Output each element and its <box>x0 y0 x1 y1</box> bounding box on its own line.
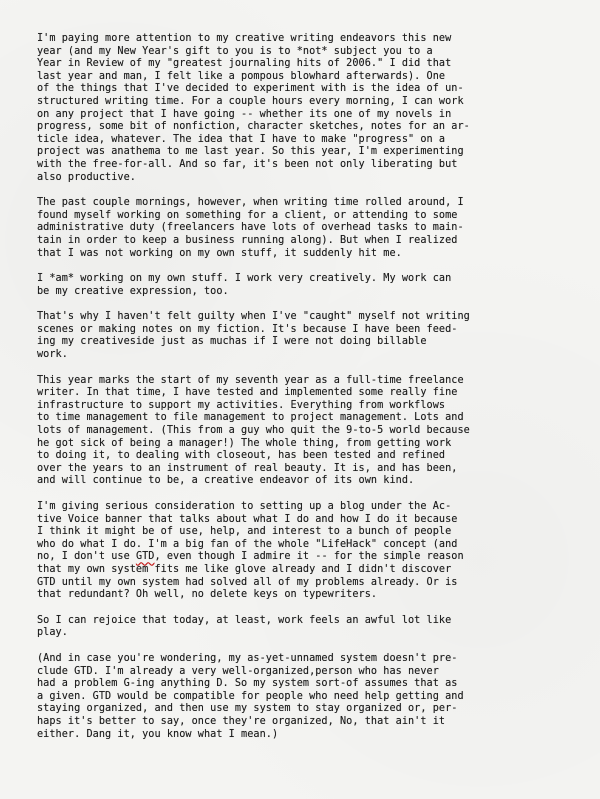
text-line: infrastructure to support my activities. Everything from workflows <box>37 399 446 411</box>
paragraph <box>37 33 586 184</box>
text-line: (And in case you're wondering, my as-yet-unnamed system doesn't pre- <box>37 652 458 664</box>
text-line: I think it might be of use, help, and interest to a bunch of people <box>37 526 452 538</box>
text-line: This year marks the start of my seventh year as a full-time freelance <box>37 374 464 386</box>
text-line: either. Dang it, you know what I mean.) <box>37 728 279 740</box>
text-line: over the years to an instrument of real beauty. It is, and has been, <box>37 462 458 474</box>
text-line: on any project that I have going -- whether its one of my novels in <box>37 108 452 120</box>
text-line: be my creative expression, too. <box>37 285 229 297</box>
text-line: The past couple mornings, however, when writing time rolled around, I <box>37 197 464 209</box>
text-line: ticle idea, whatever. The idea that I have to make "progress" on a <box>37 133 446 145</box>
text-line: That's why I haven't felt guilty when I've "caught" myself not writing <box>37 311 470 323</box>
paragraph <box>37 375 586 488</box>
text-line: found myself working on something for a client, or attending to some <box>37 209 458 221</box>
text-line: GTD until my own system had solved all of my problems already. Or is <box>37 576 458 588</box>
text-line: I'm giving serious consideration to setting up a blog under the Ac- <box>37 501 452 512</box>
text-line: that my own system fits me like glove already and I didn't discover <box>37 563 452 575</box>
text-line: work. <box>37 349 68 361</box>
text-line: I *am* working on my own stuff. I work very creatively. My work can <box>37 273 452 285</box>
text-line: haps it's better to say, once they're organized, No, that ain't it <box>37 715 446 727</box>
text-line: So I can rejoice that today, at least, work feels an awful lot like <box>37 614 452 626</box>
paragraph <box>37 615 586 640</box>
paragraph <box>37 197 586 260</box>
text-line: who do what I do. I'm a big fan of the whole "LifeHack" concept (and <box>37 538 458 550</box>
paragraph <box>37 311 586 361</box>
text-line: ing my creativeside just as muchas if I were not doing billable <box>37 336 427 348</box>
text-line: clude GTD. I'm already a very well-organized,person who has never <box>37 665 439 677</box>
text-line: to time management to file management to project management. Lots and <box>37 412 464 424</box>
text-line: no, I don't use GTD, even though I admire it -- for the simple reason <box>37 551 464 563</box>
text-line: he got sick of being a manager!) The whole thing, from getting work <box>37 437 452 449</box>
text-line: lots of management. (This from a guy who quit the 9-to-5 world because <box>37 425 470 437</box>
text-line: structured writing time. For a couple hours every morning, I can work <box>37 95 464 107</box>
text-line: tain in order to keep a business running along). But when I realized <box>37 234 458 246</box>
text-line: also productive. <box>37 171 136 183</box>
paragraph <box>37 653 586 741</box>
text-line: last year and man, I felt like a pompous blowhard afterwards). One <box>37 70 446 82</box>
text-line: Year in Review of my "greatest journaling hits of 2006." I did that <box>37 58 452 70</box>
text-line: administrative duty (freelancers have lots of overhead tasks to main- <box>37 222 464 234</box>
text-line: of the things that I've decided to experiment with is the idea of un- <box>37 83 464 95</box>
text-line: a given. GTD would be compatible for people who need help getting and <box>37 690 464 702</box>
text-line: scenes or making notes on my fiction. It's because I have been feed- <box>37 323 458 335</box>
text-line: year (and my New Year's gift to you is to *not* subject you to a <box>37 45 433 57</box>
text-line: staying organized, and then use my system to stay organized or, per- <box>37 703 458 715</box>
text-line: progress, some bit of nonfiction, character sketches, notes for an ar- <box>37 121 470 133</box>
text-line: to doing it, to dealing with closeout, has been tested and refined <box>37 450 446 462</box>
paragraph <box>37 273 586 298</box>
paragraph <box>37 501 586 602</box>
text-line: project was anathema to me last year. So this year, I'm experimenting <box>37 146 464 158</box>
text-line: and will continue to be, a creative endeavor of its own kind. <box>37 475 415 487</box>
text-line: I'm paying more attention to my creative writing endeavors this new <box>37 33 452 44</box>
text-line: tive Voice banner that talks about what I do and how I do it because <box>37 513 458 525</box>
red-underlined-word: GTD <box>135 551 155 563</box>
text-line: that redundant? Oh well, no delete keys on typewriters. <box>37 589 378 601</box>
text-line: that I was not working on my own stuff, it suddenly hit me. <box>37 247 402 259</box>
text-line: writer. In that time, I have tested and implemented some really fine <box>37 387 458 399</box>
text-line: play. <box>37 627 68 639</box>
text-line: had a problem G-ing anything D. So my system sort-of assumes that as <box>37 678 458 690</box>
text-line: with the free-for-all. And so far, it's been not only liberating but <box>37 158 458 170</box>
document-body <box>37 33 586 741</box>
